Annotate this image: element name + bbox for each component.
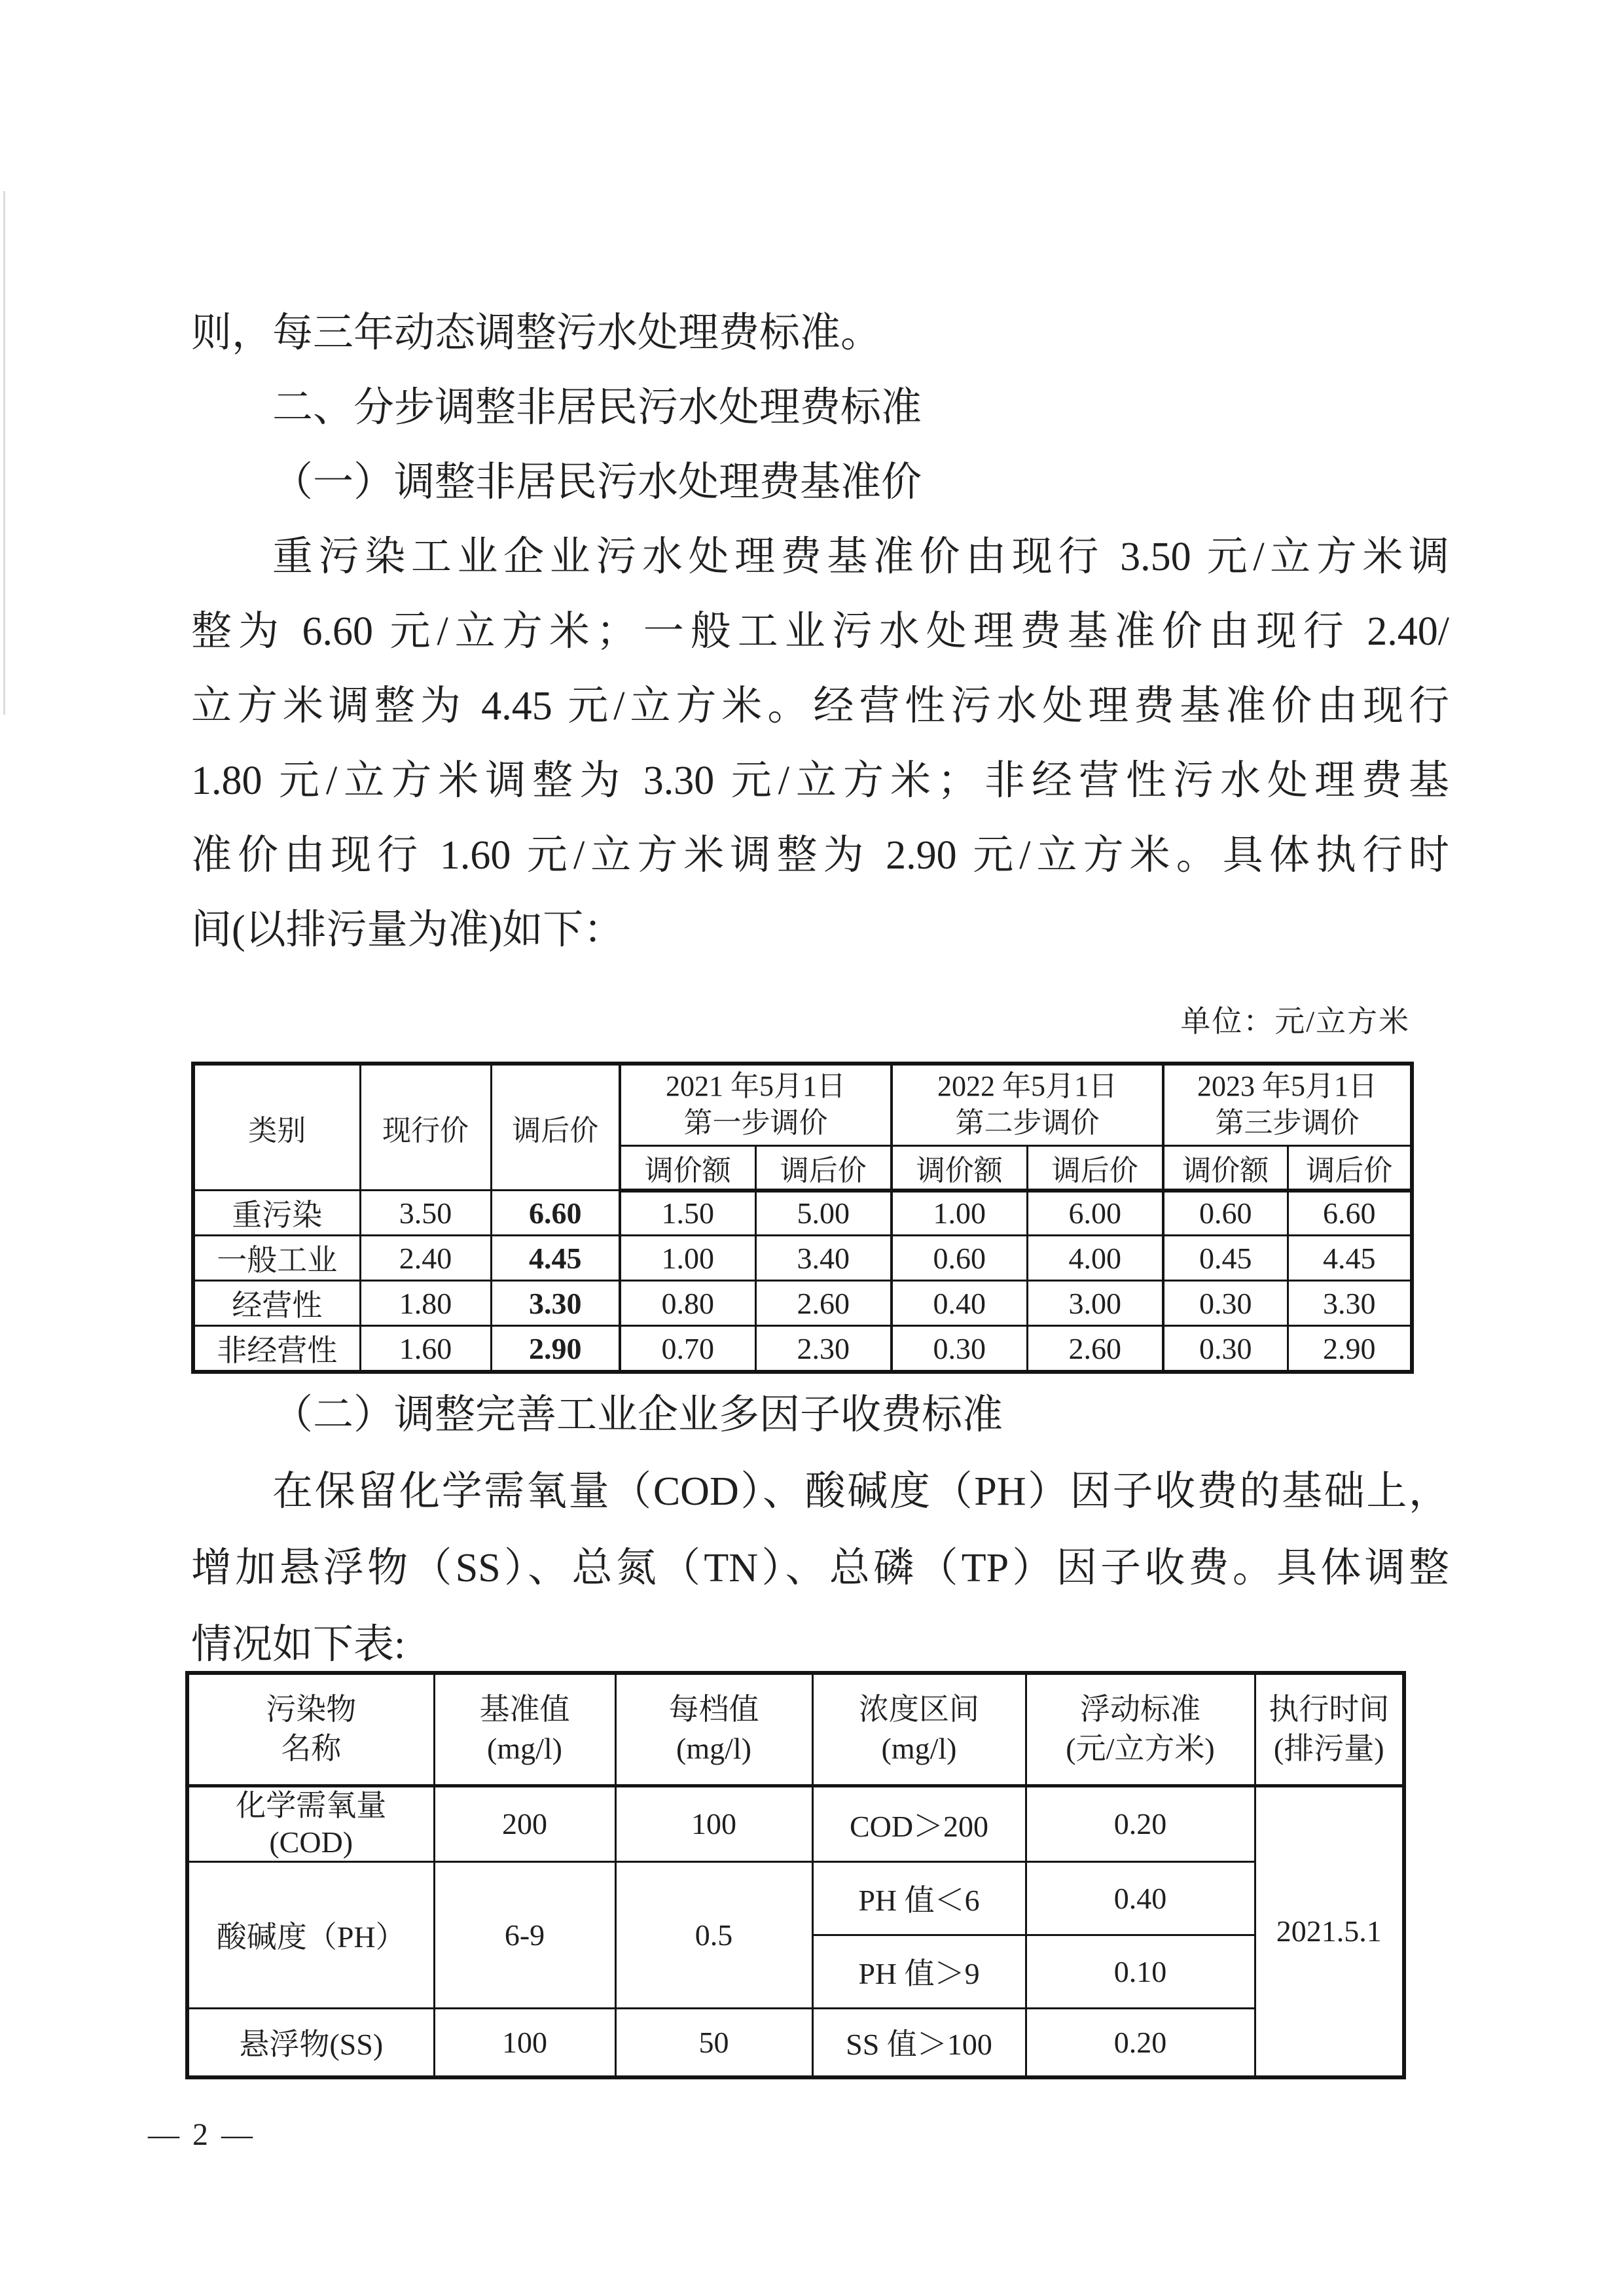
price-cell: 0.70 [620, 1326, 755, 1372]
col-header-category: 类别 [193, 1064, 360, 1191]
step-value-cell: 0.5 [615, 1861, 812, 2008]
pollutant-name-ss: 悬浮物(SS) [187, 2008, 434, 2077]
price-cell: 2.30 [755, 1326, 892, 1372]
page-number: — 2 — [148, 2117, 255, 2152]
price-cell: 0.80 [620, 1281, 755, 1326]
header-line: (mg/l) [881, 1732, 957, 1766]
col-header-current-price: 现行价 [360, 1064, 491, 1191]
row-label: 重污染 [193, 1191, 360, 1236]
header-line: (mg/l) [487, 1732, 562, 1766]
base-value-cell: 200 [434, 1785, 615, 1861]
header-line: 浓度区间 [859, 1693, 979, 1727]
pollutant-name-cod [187, 1785, 434, 1861]
paragraph-block-2 [191, 1377, 1449, 1683]
step-value-cell: 100 [615, 1785, 812, 1861]
col-header-exec-time [1255, 1673, 1404, 1785]
group-date-step1: 2021 年5月1日 [666, 1070, 846, 1103]
price-cell: 5.00 [755, 1191, 892, 1236]
price-cell: 0.30 [892, 1326, 1027, 1372]
header-line: 每档值 [668, 1693, 759, 1727]
range-cell: PH 值＜6 [812, 1861, 1026, 1935]
pollutant-name-line: 化学需氧量 [236, 1788, 387, 1822]
price-cell: 2.90 [1288, 1326, 1412, 1372]
header-line: 执行时间 [1269, 1693, 1390, 1727]
price-cell: 0.60 [892, 1236, 1027, 1281]
price-cell: 3.00 [1027, 1281, 1163, 1326]
price-cell: 0.30 [1163, 1326, 1288, 1372]
base-value-cell: 100 [434, 2008, 615, 2077]
rate-cell: 0.20 [1026, 1785, 1255, 1861]
subheader-adjust-amount-2: 调价额 [892, 1145, 1027, 1191]
price-cell: 3.40 [755, 1236, 892, 1281]
step-value-cell: 50 [615, 2008, 812, 2077]
header-line: 浮动标准 [1080, 1693, 1200, 1727]
body-line: 立方米调整为 4.45 元/立方米。经营性污水处理费基准价由现行 [191, 684, 1449, 728]
body-line: 在保留化学需氧量（COD）、酸碱度（PH）因子收费的基础上， [272, 1469, 1449, 1514]
price-cell: 4.45 [491, 1236, 620, 1281]
header-line: (元/立方米) [1066, 1732, 1215, 1766]
subheader-adjust-amount-3: 调价额 [1163, 1145, 1288, 1191]
range-cell: COD＞200 [812, 1785, 1026, 1861]
body-line: 则，每三年动态调整污水处理费标准。 [191, 311, 882, 355]
rate-cell: 0.10 [1026, 1935, 1255, 2008]
col-group-step1 [620, 1064, 892, 1145]
body-line: 准价由现行 1.60 元/立方米调整为 2.90 元/立方米。具体执行时 [191, 833, 1449, 878]
col-header-float-standard [1026, 1673, 1255, 1785]
col-header-base-value [434, 1673, 615, 1785]
body-line: 整为 6.60 元/立方米；一般工业污水处理费基准价由现行 2.40/ [191, 609, 1449, 654]
price-cell: 0.60 [1163, 1191, 1288, 1236]
pollutant-name-ph: 酸碱度（PH） [187, 1861, 434, 2008]
price-cell: 1.00 [620, 1236, 755, 1281]
pollutant-name-line: (COD) [269, 1825, 353, 1859]
header-line: (mg/l) [676, 1732, 751, 1766]
subheader-after-price-1: 调后价 [755, 1145, 892, 1191]
group-label-step3: 第三步调价 [1215, 1107, 1360, 1139]
price-cell: 6.00 [1027, 1191, 1163, 1236]
price-cell: 3.30 [491, 1281, 620, 1326]
group-label-step2: 第二步调价 [955, 1107, 1100, 1139]
body-line: 1.80 元/立方米调整为 3.30 元/立方米；非经营性污水处理费基 [191, 759, 1449, 803]
subsection-heading-2-1: （一）调整非居民污水处理费基准价 [272, 460, 922, 505]
price-cell: 2.90 [491, 1326, 620, 1372]
price-cell: 0.30 [1163, 1281, 1288, 1326]
subheader-after-price-2: 调后价 [1027, 1145, 1163, 1191]
header-line: 污染物 [266, 1693, 357, 1727]
group-label-step1: 第一步调价 [683, 1107, 828, 1139]
row-label: 经营性 [193, 1281, 360, 1326]
body-line: 重污染工业企业污水处理费基准价由现行 3.50 元/立方米调 [272, 535, 1449, 579]
price-cell: 2.60 [755, 1281, 892, 1326]
group-date-step3: 2023 年5月1日 [1197, 1070, 1377, 1103]
section-heading-2: 二、分步调整非居民污水处理费标准 [272, 386, 922, 430]
price-cell: 3.30 [1288, 1281, 1412, 1326]
row-label: 一般工业 [193, 1236, 360, 1281]
price-cell: 4.00 [1027, 1236, 1163, 1281]
range-cell: PH 值＞9 [812, 1935, 1026, 2008]
price-cell: 1.60 [360, 1326, 491, 1372]
unit-label: 单位：元/立方米 [1180, 1005, 1410, 1038]
price-cell: 3.50 [360, 1191, 491, 1236]
rate-cell: 0.40 [1026, 1861, 1255, 1935]
col-group-step3 [1163, 1064, 1412, 1145]
row-label: 非经营性 [193, 1326, 360, 1372]
multi-factor-fee-table [185, 1671, 1406, 2079]
price-cell: 6.60 [1288, 1191, 1412, 1236]
price-cell: 0.40 [892, 1281, 1027, 1326]
price-cell: 1.80 [360, 1281, 491, 1326]
rate-cell: 0.20 [1026, 2008, 1255, 2077]
price-cell: 2.40 [360, 1236, 491, 1281]
col-header-adjusted-price: 调后价 [491, 1064, 620, 1191]
header-line: 基准值 [479, 1693, 570, 1727]
subheader-adjust-amount-1: 调价额 [620, 1145, 755, 1191]
range-cell: SS 值＞100 [812, 2008, 1026, 2077]
subsection-heading-2-2: （二）调整完善工业企业多因子收费标准 [272, 1393, 1003, 1437]
scan-artifact-line [3, 191, 5, 715]
price-cell: 6.60 [491, 1191, 620, 1236]
price-cell: 0.45 [1163, 1236, 1288, 1281]
col-header-concentration-range [812, 1673, 1026, 1785]
body-line: 情况如下表: [191, 1623, 406, 1667]
col-header-step-value [615, 1673, 812, 1785]
price-cell: 1.00 [892, 1191, 1027, 1236]
price-cell: 2.60 [1027, 1326, 1163, 1372]
price-adjustment-table [191, 1062, 1414, 1374]
group-date-step2: 2022 年5月1日 [937, 1070, 1117, 1103]
header-line: (排污量) [1273, 1732, 1384, 1766]
base-value-cell: 6-9 [434, 1861, 615, 2008]
body-line: 增加悬浮物（SS）、总氮（TN）、总磷（TP）因子收费。具体调整 [191, 1546, 1449, 1590]
col-header-pollutant [187, 1673, 434, 1785]
price-cell: 4.45 [1288, 1236, 1412, 1281]
header-line: 名称 [281, 1732, 342, 1766]
subheader-after-price-3: 调后价 [1288, 1145, 1412, 1191]
col-group-step2 [892, 1064, 1163, 1145]
paragraph-block-1 [191, 296, 1449, 967]
body-line: 间(以排污量为准)如下： [191, 908, 624, 952]
exec-time-cell: 2021.5.1 [1255, 1785, 1404, 2077]
price-cell: 1.50 [620, 1191, 755, 1236]
